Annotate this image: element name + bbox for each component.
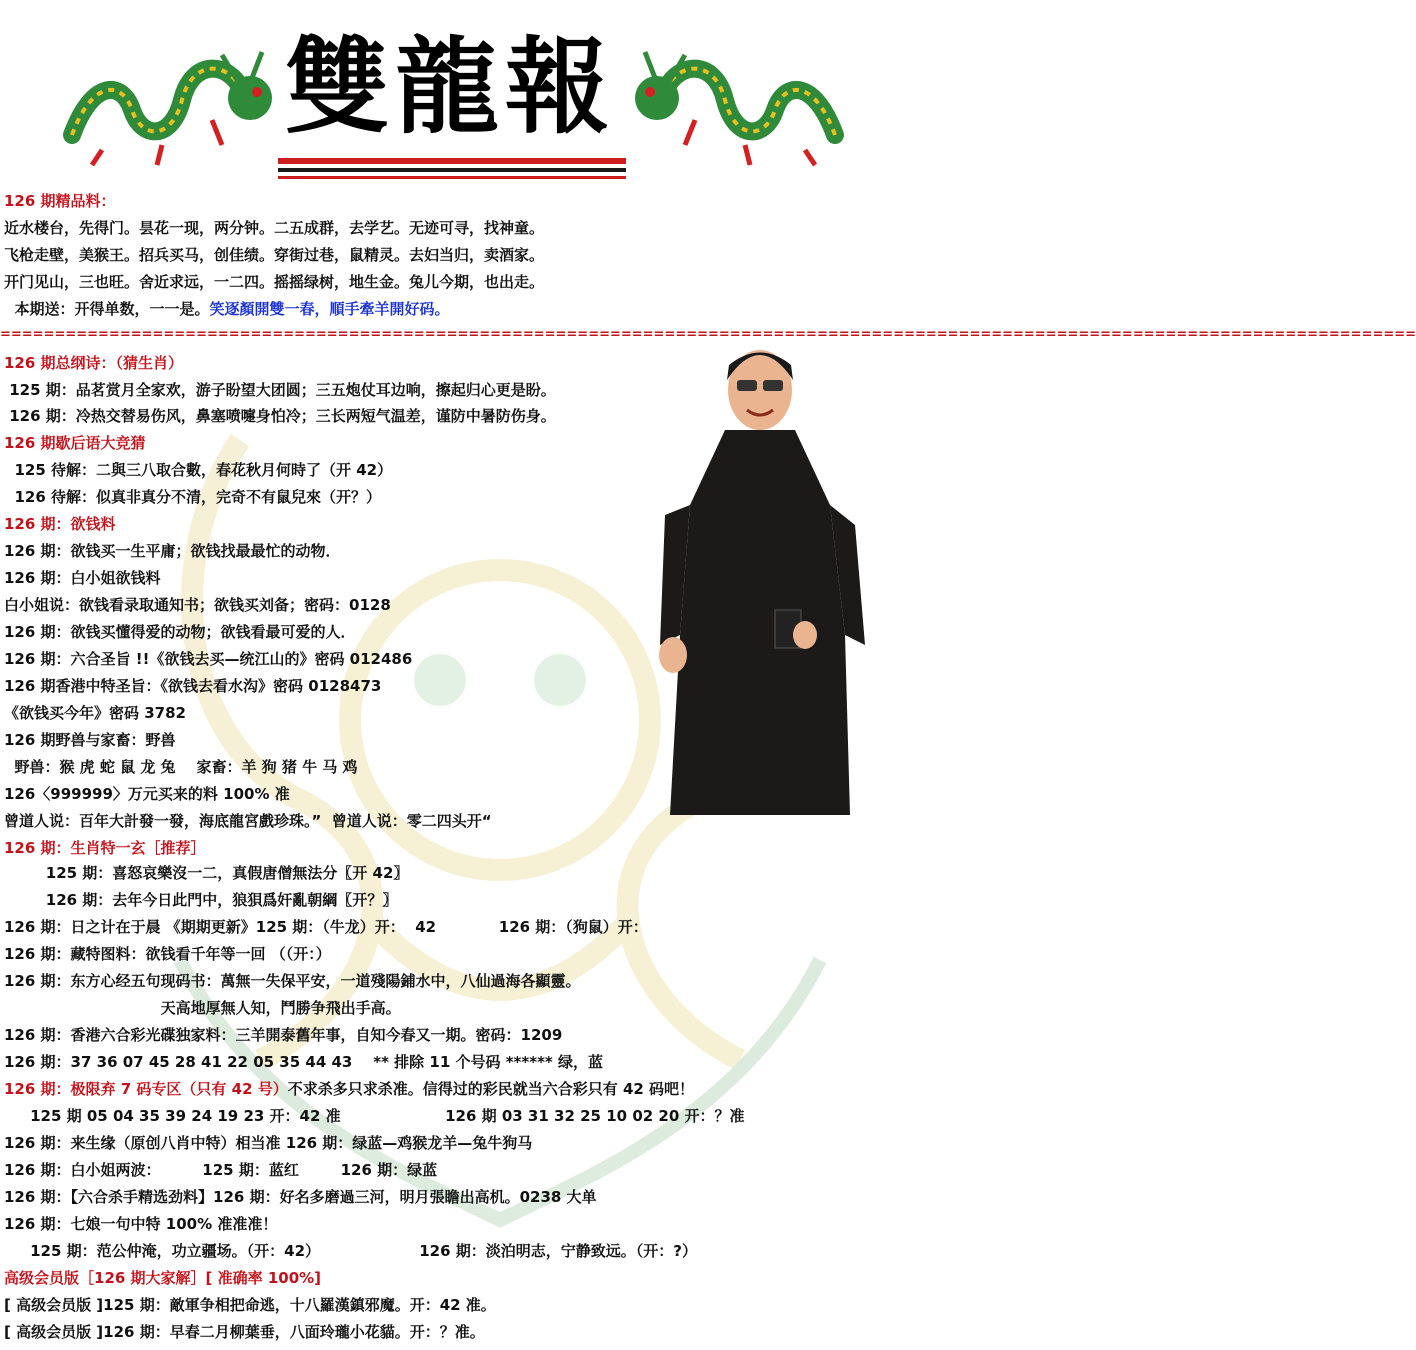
text-line: 曾道人说：百年大計發一發，海底龍宮戲珍珠。” 曾道人说：零二四头开“ [4,812,492,830]
text-line: 126 期野兽与家畜：野兽 [4,731,176,749]
text-line: 126〈999999〉万元买来的料 100% 准 [4,785,290,803]
send-highlight: 笑逐顏開雙一春，順手牽羊開好码。 [209,300,450,318]
section-heading: 高级会员版［126 期大家解］[ 准确率 100%] [4,1269,322,1287]
special-text: 不求杀多只求杀准。信得过的彩民就当六合彩只有 42 码吧！ [287,1080,695,1098]
text-line: 近水楼台，先得门。昙花一现，两分钟。二五成群，去学艺。无迹可寻，找神童。 [4,219,545,237]
text-line: 125 待解：二與三八取合數，春花秋月何時了（开 42） [4,461,393,479]
text-line: 126 期：六合圣旨 !!《欲钱去买—统江山的》密码 012486 [4,650,413,668]
text-line: 126 待解：似真非真分不清，完奇不有鼠兒來（开？） [4,488,381,506]
text-line: 126 期：七娘一句中特 100% 准准准！ [4,1215,278,1233]
text-line: 126 期：【六合杀手精选劲料】126 期：好名多磨過三河，明月張瞻出高机。0238 大单 [4,1188,597,1206]
text-line: [ 高级会员版 ]126 期：早春二月柳葉垂，八面玲瓏小花貓。开：？准。 [4,1323,485,1341]
text-line: 126 期：香港六合彩光碟独家料：三羊開泰舊年事，自知今春又一期。密码：1209 [4,1026,563,1044]
text-line: 126 期：冷热交替易伤风，鼻塞喷嚏身怕冷；三长两短气温差，谨防中暑防伤身。 [4,407,556,425]
text-line: 开门见山，三也旺。舍近求远，一二四。摇摇绿树，地生金。兔儿今期，也出走。 [4,273,545,291]
section-heading: 126 期总纲诗：（猜生肖） [4,354,184,372]
text-line: 126 期：白小姐两波： 125 期：蓝红 126 期：绿蓝 [4,1161,438,1179]
text-line: 126 期香港中特圣旨：《欲钱去看水沟》密码 0128473 [4,677,382,695]
text-line: [ 高级会员版 ]125 期：敵軍争相把命逃，十八羅漢鎮邪魔。开：42 准。 [4,1296,496,1314]
text-line: 野兽：猴 虎 蛇 鼠 龙 兔 家畜：羊 狗 猪 牛 马 鸡 [4,758,358,776]
text-line: 126 期：欲钱买一生平庸；欲钱找最最忙的动物． [4,542,341,560]
page-title: 雙龍報 [284,25,615,148]
text-line: 126 期：去年今日此門中，狼狽爲奸亂朝綱〖开？〗 [4,891,398,909]
text-line: 126 期：日之计在于晨 《期期更新》125 期：（牛龙）开： 42 126 期：（狗鼠）开： [4,918,648,936]
text-line: 126 期：白小姐欲钱料 [4,569,161,587]
text-line: 126 期：东方心经五句现码书：萬無一失保平安，一道殘陽鋪水中，八仙過海各顯靈。 [4,972,581,990]
text-line: 125 期：范公仲淹，功立疆场。（开：42） 126 期：淡泊明志，宁静致远。（开：?） [4,1242,697,1260]
section-heading: 126 期：生肖特一玄［推荐］ [4,839,206,857]
section-heading: 126 期歇后语大竞猜 [4,434,146,452]
text-line: 126 期：来生缘（原创八肖中特）相当准 126 期：绿蓝—鸡猴龙羊—兔牛狗马 [4,1134,533,1152]
text-line: 125 期：喜怒哀樂沒一二，真假唐僧無法分〖开 42〗 [4,864,409,882]
special-heading: 126 期：极限弃 7 码专区（只有 42 号） [4,1080,288,1098]
section-heading: 126 期精品料： [4,192,116,210]
divider: ================================================================================================================================== [0,327,1416,342]
text-line: 126 期：藏特图料：欲钱看千年等一回 （（开：） [4,945,331,963]
text-line: 126 期：欲钱买懂得爱的动物；欲钱看最可爱的人． [4,623,356,641]
send-prefix: 本期送：开得单数，一一是。 [4,300,210,318]
text-line: 白小姐说：欲钱看录取通知书；欲钱买刘备；密码：0128 [4,596,391,614]
text-line: 《欲钱买今年》密码 3782 [4,704,186,722]
section-heading: 126 期：欲钱料 [4,515,116,533]
text-line: 天高地厚無人知，鬥勝争飛出手高。 [4,999,401,1017]
text-line: 125 期 05 04 35 39 24 19 23 开：42 准 126 期 03 31 32 25 10 02 20 开：？准 [4,1107,745,1125]
special-line [4,1078,694,1100]
text-line: 126 期：37 36 07 45 28 41 22 05 35 44 43 ** 排除 11 个号码 ****** 绿，蓝 [4,1053,603,1071]
text-line: 飞枪走壁，美猴王。招兵买马，创佳绩。穿街过巷，鼠精灵。去妇当归，卖酒家。 [4,246,545,264]
send-line [4,298,449,320]
text-line: 125 期：品茗赏月全家欢，游子盼望大团圆；三五炮仗耳边响，擦起归心更是盼。 [4,381,556,399]
